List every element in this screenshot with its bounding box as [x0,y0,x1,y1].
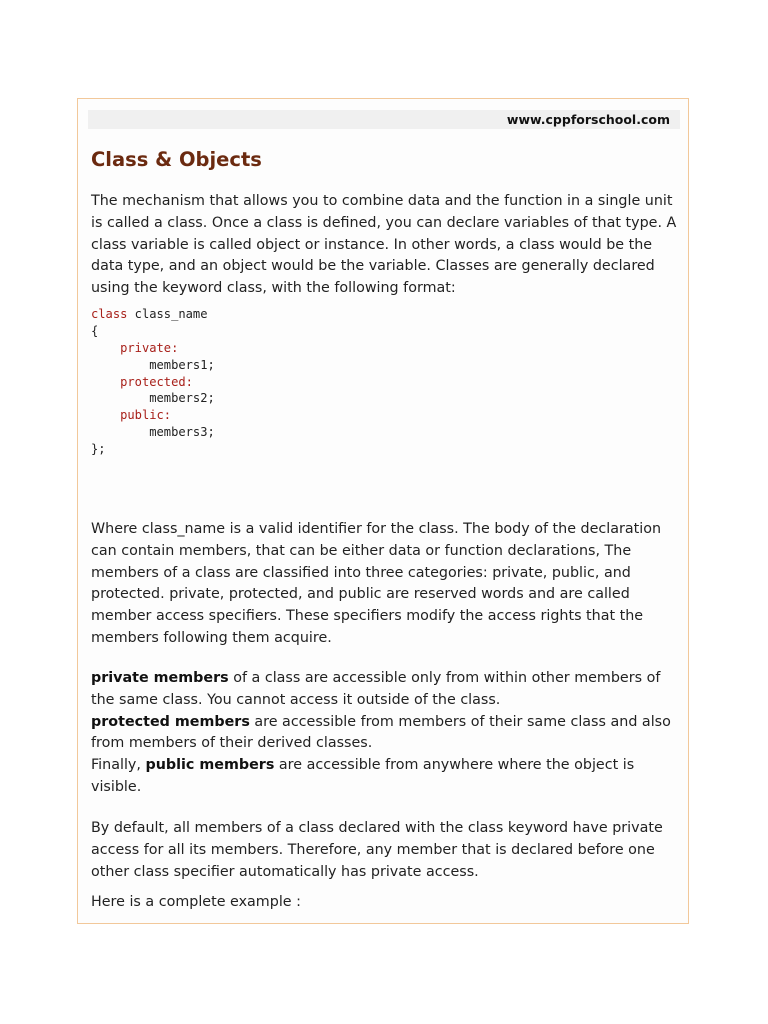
example-intro: Here is a complete example : [91,894,301,910]
code-line-5 [91,374,215,391]
site-url-bar: www.cppforschool.com [88,110,680,129]
page-title: Class & Objects [91,148,262,171]
protected-members-term: protected members [91,713,250,730]
public-members-text: are accessible from anywhere where the object is visible. [91,757,635,795]
protected-members-text: are accessible from members of their same class and also from members of their derived classes. [91,713,671,752]
page-frame [77,98,689,924]
code-keyword-public: public: [120,408,172,423]
code-keyword-protected: protected: [120,374,193,389]
public-prefix: Finally, [91,757,146,774]
access-specifiers-paragraph [91,668,681,799]
body-paragraph-2: By default, all members of a class declared with the class keyword have private access for all its members. Therefore, any member that is declared before one other class specifier automatically has private access. [91,820,663,880]
code-indent [91,375,120,389]
code-line-2: { [91,323,99,338]
code-indent [91,408,120,422]
code-class-name: class_name [127,307,208,321]
code-block [91,306,215,458]
code-keyword-private: private: [120,340,179,355]
code-line-8: members3; [91,425,215,440]
code-line-6: members2; [91,391,215,406]
public-members-term: public members [145,757,275,774]
code-line-1 [91,306,215,323]
code-line-3 [91,340,215,357]
code-line-4: members1; [91,357,215,372]
intro-paragraph: The mechanism that allows you to combine data and the function in a single unit is called a class. Once a class is defined, you can declare variables of that type. A class variable is called object or instance. In other words, a class would be the data type, and an object would be the variable. Classes are generally declared using the keyword class, with the following format: [91,193,677,297]
body-paragraph-1: Where class_name is a valid identifier for the class. The body of the declaration can contain members, that can be either data or function declarations, The members of a class are classified into three categories: private, public, and protected. private, protected, and public are reserved words and are called member access specifiers. These specifiers modify the access rights that the members following them acquire. [91,521,662,646]
code-indent [91,341,120,355]
code-line-9: }; [91,442,106,457]
code-line-7 [91,407,215,424]
private-members-term: private members [91,670,229,686]
code-keyword-class: class [91,307,128,321]
private-members-text: of a class are accessible only from within other members of the same class. You cannot access it outside of the class. [91,670,661,708]
